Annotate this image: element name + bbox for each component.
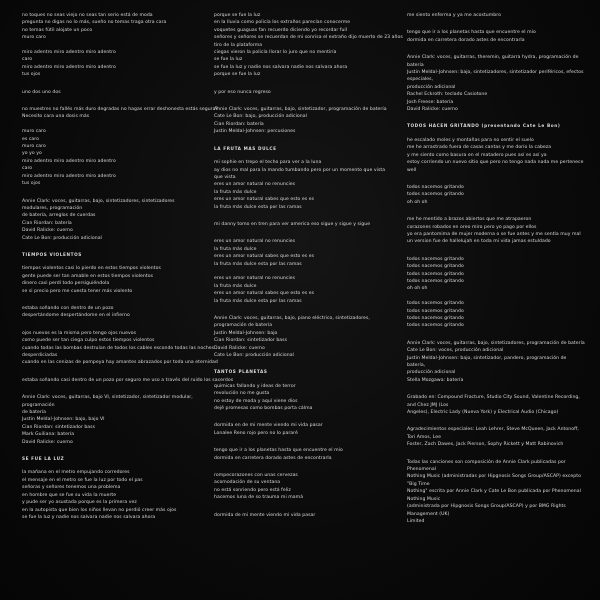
song-section	[214, 146, 392, 211]
lyric-line: yo era pantomima de mujer moderna o se fue antes y me sentía muy mal	[407, 231, 581, 237]
lyric-line	[22, 42, 200, 49]
credit-line: Justin Meldal-Johnsen: percusiones	[214, 129, 296, 135]
lyric-line: y me siento como basura en el matadero pues así es así ya	[407, 152, 547, 158]
lyric-line: eres un amor natural sabes que esto es es	[214, 197, 315, 203]
stanza-spacer	[22, 320, 200, 330]
credit-line: Rachel Eckroth: teclado Casiotone	[407, 92, 488, 98]
lyric-stanza	[407, 29, 585, 44]
lyric-line: me he arrastrado fuera de casas cantas y me dorío la cabeza	[407, 145, 552, 151]
credit-line: Justin Meldal-Johnsen: bajo, sintetizador, pandero, programación de batería,	[407, 355, 567, 369]
stanza-spacer	[214, 437, 392, 447]
credit-line: de batería, arreglos de cuerdas	[22, 213, 96, 219]
lyric-line: la fruta más dulce	[214, 189, 257, 195]
lyric-line: yo yo yo	[22, 151, 42, 157]
lyric-line: todos nacemos gritando	[407, 184, 464, 190]
lyric-line: eres un amor natural sabes que esto es es	[214, 291, 315, 297]
lyric-line: Lonalee Reno rojo pero no lo pararé	[214, 430, 298, 436]
credit-line: Mark Guiliana: batería	[22, 432, 75, 438]
credit-line: Justin Meldal-Johnsen: bajo, sintetizadores, sintetizador periféricos, efectos especiales,	[407, 70, 584, 83]
song-section	[407, 123, 585, 173]
lyric-line: todos nacemos gritando	[407, 308, 464, 314]
credits-block	[407, 340, 585, 384]
stanza-spacer	[214, 79, 392, 89]
credit-line: Cate Le Bon: producción adicional	[22, 235, 102, 241]
stanza-spacer	[214, 359, 392, 369]
lyric-line: revolución no me gusta	[214, 391, 270, 397]
lyric-line: voquetes guaguas fan recuerdo diciendo yo recordar fuíl	[214, 27, 348, 33]
credits-block	[214, 315, 392, 359]
credit-line: Justin Meldal-Johnsen: bajo, bajo VI	[22, 417, 105, 423]
credit-line: David Ralicke: cuerno	[22, 439, 73, 445]
lyric-line: mi danny tomo en tren para ver america eso sigue y sigue y sigue	[214, 221, 371, 227]
song-title: LA FRUTA MAS DULCE	[214, 146, 277, 152]
lyric-line: y pude ser yo asustada porque es la primera vez	[22, 500, 137, 506]
credit-line: David Ralicke: cuerno	[22, 228, 73, 234]
lyric-stanza	[22, 377, 234, 384]
lyric-line: desperdiciadas	[22, 353, 58, 358]
stanza-spacer	[22, 242, 200, 252]
credit-line: Nothing Music (administradas por Hipgnosis Songs Group/ASCAP) excepto "Big Time	[407, 474, 581, 487]
lyric-line: en hombre que se fue su vida la muerte	[22, 492, 117, 498]
lyric-line: ciegas vieron la policía llorar lo juro que no mentiría	[214, 50, 337, 56]
stanza-spacer	[407, 113, 585, 123]
credit-line: David Ralicke: cuerno	[214, 345, 265, 351]
stanza-spacer	[22, 367, 200, 377]
credit-line: Cian Riordan: sintetizador bass	[214, 338, 288, 344]
credit-line: producción adicional	[407, 370, 456, 376]
lyric-line: como puede ser tan ciega culpo estos tiempos violentos	[22, 338, 155, 344]
lyric-line: he escalado moles y montañas para no sentir el suelo	[407, 137, 534, 143]
lyrics-column-right	[407, 12, 585, 525]
stanza-spacer	[407, 246, 585, 256]
lyric-line: tiempos violentos casi lo pierdo en estos tiempos violentos	[22, 266, 161, 272]
credit-line: Annie Clark: voces, guitarras, bajo, sintetizador, programación de batería	[214, 107, 387, 113]
song-title: TODOS HACEN GRITANDO (presentando Cate Le Bon)	[407, 124, 561, 130]
lyric-line: tengo que ir a los planetas hasta que encuentre el mío	[214, 448, 343, 454]
lyric-stanza	[22, 330, 218, 367]
song-section	[214, 369, 392, 412]
lyric-line: porque se fue la luz	[214, 72, 261, 78]
lyric-line: tus ojos	[22, 72, 41, 78]
lyric-line: hacemos luna de so trauma mi mamá	[214, 495, 304, 501]
lyric-line: eres un amor natural no renuncies	[214, 239, 296, 245]
lyric-line: rompecorazones con unas cervezas	[214, 473, 298, 479]
lyric-line: señores y señores se recuerdan de mi sonrisa el extraño dijo muerto de 23 años	[214, 35, 403, 41]
lyric-line: caro	[22, 166, 33, 172]
lyric-line: todos nacemos gritando	[407, 315, 464, 321]
stanza-spacer	[22, 79, 200, 89]
lyric-line: todos nacemos gritando	[407, 256, 464, 262]
stanza-spacer	[407, 44, 585, 54]
stanza-spacer	[214, 502, 392, 512]
lyric-line: se fue la luz y nadie nos salvara nadie nos salvara ahora	[214, 64, 348, 70]
lyric-line: muro caro	[22, 144, 46, 150]
lyric-line: en la autopista que bien los niños llevan no perdió creer más ojos	[22, 507, 177, 513]
lyric-line: y por eso nunca regreso	[214, 89, 271, 95]
credit-line: Justin Meldal-Johnsen: bajo	[214, 330, 278, 336]
lyric-line: estoy corriendo un nuevo sitio que pero no tengo nada nada me pertenece	[407, 160, 584, 166]
lyric-line: well	[407, 167, 417, 173]
lyric-line: gente puede ser tan amable en estos tiempos violentos	[22, 273, 154, 279]
credits-block	[407, 426, 585, 448]
lyric-line: se fue la luz	[214, 57, 243, 63]
credit-line: Annie Clark: voces, guitarras, bajo VI, sintetizador, sintetizador modular, programación	[22, 395, 193, 408]
lyric-line: Necesito cara una dosis más	[22, 114, 90, 120]
lyric-line: dinero casi perdí todo persiguiéndola	[22, 281, 110, 287]
lyric-line: la fruta más dulce esta por las ramas	[214, 298, 302, 304]
credit-line: Annie Clark: voces, guitarras, bajo, sintetizadores, programación de batería	[407, 340, 585, 346]
credit-line: Limited	[407, 518, 425, 524]
lyric-line: no estoy de moda y aquí viene dios	[214, 398, 298, 404]
stanza-spacer	[407, 206, 585, 216]
lyric-line: dejé promesas como bombas porta cálma	[214, 406, 313, 412]
stanza-spacer	[214, 462, 392, 472]
lyric-line: despertándome despertándome en el infierno	[22, 313, 130, 319]
lyric-line: corazones robados en oreo miro pero yo pago por ellos	[407, 224, 537, 230]
song-title: TANTOS PLANETAS	[214, 370, 268, 376]
credit-line: Cian Riordan: batería	[214, 121, 264, 127]
lyric-line: la mañana en el metro empujando corredores	[22, 470, 130, 476]
lyric-line: no toques no seas viejo no seas tan serio está de moda	[22, 13, 153, 18]
lyric-line: que vista	[214, 174, 236, 180]
credits-block	[22, 198, 200, 242]
song-title: SE FUE LA LUZ	[22, 457, 65, 463]
stanza-spacer	[22, 384, 200, 394]
lyric-stanza	[22, 106, 218, 187]
credit-line: Cian Riordan: sintetizador bass	[22, 424, 96, 430]
stanza-spacer	[214, 96, 392, 106]
credit-line: Annie Clark: voces, guitarras, bajo, piano eléctrico, sintetizadores, programación de batería	[214, 315, 370, 329]
lyric-line: oh oh oh	[407, 199, 428, 205]
lyric-line: miro adentro miro adentro miro adentro	[22, 50, 116, 56]
credit-line: de batería	[22, 410, 47, 416]
lyric-line: todos nacemos gritando	[407, 192, 464, 198]
lyric-line: uno dos uno dos	[22, 89, 61, 95]
lyric-line: tengo que ir a los planetas hasta que encuentre el mío	[407, 30, 536, 36]
lyric-line: el mensaje en el metro se fue la luz por todo el pas	[22, 477, 143, 483]
lyric-line: pregunta no digas no lo más, sueño no temas traga otra cara	[22, 20, 167, 26]
lyric-line: todos nacemos gritando	[407, 264, 464, 270]
lyric-line: eres un amor natural sabes que esto es es	[214, 254, 315, 260]
credit-line: (administrada por Hipgnosis Songs Group/ASCAP) y por BMG Rights Management (UK)	[407, 504, 566, 517]
lyric-stanza	[214, 221, 392, 228]
lyric-stanza	[214, 472, 392, 502]
lyric-line: no temas fútil alojate un poco	[22, 27, 93, 33]
lyric-line: me siento enferma y ya me acostumbro	[407, 13, 501, 18]
lyric-line: miro adentro miro adentro miro adentro	[22, 158, 116, 164]
lyric-line: caro	[22, 57, 33, 63]
lyric-stanza	[407, 216, 585, 246]
lyric-stanza	[214, 89, 392, 96]
credits-block	[214, 106, 392, 136]
stanza-spacer	[407, 19, 585, 29]
lyric-line: ojos nuevos es la misma pero tengo ojos nuevos	[22, 330, 137, 336]
lyric-line: cuando todas las bombas destruían de todos los cables escondo todas las noches	[22, 345, 215, 351]
credit-line: Cate Le Bon: producción adicional	[214, 353, 294, 359]
lyric-line: ay dios no mal para la mando tumbando pero por un momento que vista	[214, 167, 386, 173]
lyric-line: la fruta más dulce esta por las ramas	[214, 204, 302, 210]
song-title: TIEMPOS VIOLENTOS	[22, 252, 82, 258]
stanza-spacer	[214, 136, 392, 146]
credits-block	[22, 394, 200, 446]
lyric-line: eres un amor natural no renuncies	[214, 182, 296, 188]
lyric-line: no muestres no fallés más duro degradas no hagas errar deshonesta estás segura?	[22, 107, 218, 113]
lyric-line: todos nacemos gritando	[407, 301, 464, 307]
lyric-line: eres un amor natural no renuncies	[214, 276, 296, 282]
credit-line: Foster, Zach Dawes, Jack Pierson, Sophy Rickett y Matt Rabinovich	[407, 442, 564, 448]
credits-block	[407, 54, 585, 113]
credit-line: Grabado en: Compound Fracture, Studio City Sound, Valentine Recording, and Chez JMJ (Los	[407, 395, 580, 408]
lyric-line: oh oh oh	[407, 286, 428, 292]
lyric-line: no está sonriendo pero está feliz	[214, 487, 291, 493]
stanza-spacer	[214, 211, 392, 221]
lyric-line: señoras y señores tenemos una problema	[22, 485, 121, 491]
lyric-line: tus ojos	[22, 181, 41, 187]
lyric-stanza	[214, 238, 392, 305]
credit-line: Cate Le Bon: voces, producción adicional	[407, 348, 504, 354]
lyric-line: cuando en las cenizas de pompeya hay amantes abrazados por toda una eternidad	[22, 360, 218, 366]
stanza-spacer	[214, 228, 392, 238]
song-section	[22, 456, 200, 521]
credit-line: Cate Le Bon: bajo, producción adicional	[214, 114, 307, 120]
lyric-line: tiro de la plataforma	[214, 42, 263, 48]
lyric-stanza	[22, 89, 200, 96]
lyric-stanza	[214, 447, 392, 462]
credit-line: Nothing" escrita por Annie Clark y Cate Le Bon publicada por Phenomenal Nothing Music	[407, 489, 581, 502]
lyric-line: todos nacemos gritando	[407, 278, 464, 284]
lyric-line	[22, 121, 200, 128]
lyric-line: dormida en carretera dorado astes de encontrarla	[214, 455, 332, 461]
stanza-spacer	[407, 416, 585, 426]
lyric-stanza	[214, 512, 392, 519]
stanza-spacer	[22, 295, 200, 305]
lyric-line: se si precio pero me cuesta tener más violento	[22, 288, 133, 294]
credits-block	[407, 394, 585, 416]
credit-line: Cian Riordan: batería	[22, 220, 72, 226]
lyric-line: me he mentido a brazos abiertos que me atrapaeron	[407, 217, 532, 223]
lyric-line: porque se fue la luz	[214, 13, 261, 18]
lyrics-column-middle	[214, 12, 403, 519]
lyric-line: todos nacemos gritando	[407, 271, 464, 277]
lyric-line: dormida en de mi mente viendo mi vida pasar	[214, 423, 323, 429]
credits-block	[407, 459, 585, 526]
lyric-stanza	[214, 12, 403, 79]
lyric-line: en la lluvia como policía los extraños parecían conocerme	[214, 20, 351, 26]
credit-line: Agradecimientos especiales: Leah Lehrer, Steve McQueen, Jack Antonoff, Tori Amos, Lee	[407, 427, 579, 440]
credit-line: Josh Freese: batería	[407, 99, 454, 105]
lyric-line: muro caro	[22, 35, 46, 41]
lyric-line: dormida de mi mente viendo mi vida pasar	[214, 512, 316, 518]
lyric-line: miro adentro miro adentro miro adentro	[22, 64, 116, 70]
stanza-spacer	[407, 330, 585, 340]
lyric-line: la fruta más dulce	[214, 246, 257, 252]
lyric-line: la fruta más dulce esta por las ramas	[214, 261, 302, 267]
lyric-stanza	[407, 184, 585, 206]
stanza-spacer	[407, 384, 585, 394]
lyric-line: estaba soñando con dentro de un pozo	[22, 305, 114, 311]
stanza-spacer	[214, 305, 392, 315]
credit-line: Stella Mozgawa: batería	[407, 377, 464, 383]
lyric-line: la fruta más dulce	[214, 283, 257, 289]
lyric-line	[214, 268, 392, 275]
lyric-stanza	[22, 12, 200, 79]
credit-line: Annie Clark: voces, guitarras, theremin, guitarra hydra, programación de batería	[407, 55, 579, 68]
lyric-line: miro adentro miro adentro miro adentro	[22, 173, 116, 179]
lyric-line: un version fue de hallelujah en toda mi vida jamas estuldado	[407, 239, 551, 245]
credit-line: David Ralicke: cuerno	[407, 107, 458, 113]
lyric-stanza	[214, 422, 392, 437]
credit-line: Annie Clark: voces, guitarras, bajo, sintetizadores, sintetizadores modulares, programación	[22, 198, 175, 211]
lyric-line: mi sophie en trepo el techo para ver a la luna	[214, 160, 322, 166]
lyric-line: muro caro	[22, 129, 46, 135]
stanza-spacer	[214, 412, 392, 422]
stanza-spacer	[407, 174, 585, 184]
credit-line: Todas las canciones son composición de Annie Clark publicadas por Phenomenal	[407, 459, 566, 473]
song-section	[22, 252, 200, 295]
lyric-line: dormida en carretera dorado astes de encontrarla	[407, 37, 525, 43]
credit-line: Angeles), Electric Lady (Nueva York) y Electrical Audio (Chicago)	[407, 410, 559, 416]
stanza-spacer	[22, 446, 200, 456]
stanza-spacer	[407, 449, 585, 459]
lyric-stanza	[407, 12, 585, 19]
lyric-stanza	[22, 305, 200, 320]
credit-line: producción adicional	[407, 84, 456, 90]
stanza-spacer	[22, 188, 200, 198]
lyric-line: quimicas fallando y ideas de terror	[214, 383, 296, 389]
lyric-line	[407, 293, 585, 300]
stanza-spacer	[22, 96, 200, 106]
lyric-line: estaba soñando casi dentro de un pozo por seguro me uso a través del ruido los sacerdos	[22, 377, 234, 383]
lyric-stanza	[407, 256, 585, 330]
lyric-line: se fue la luz y nadie nos salvara nadie nos salvara ahora	[22, 514, 156, 520]
lyric-line: es caro	[22, 136, 39, 142]
lyric-line: acomodación de su ventana	[214, 480, 281, 486]
lyric-line: todos nacemos gritando	[407, 323, 464, 329]
